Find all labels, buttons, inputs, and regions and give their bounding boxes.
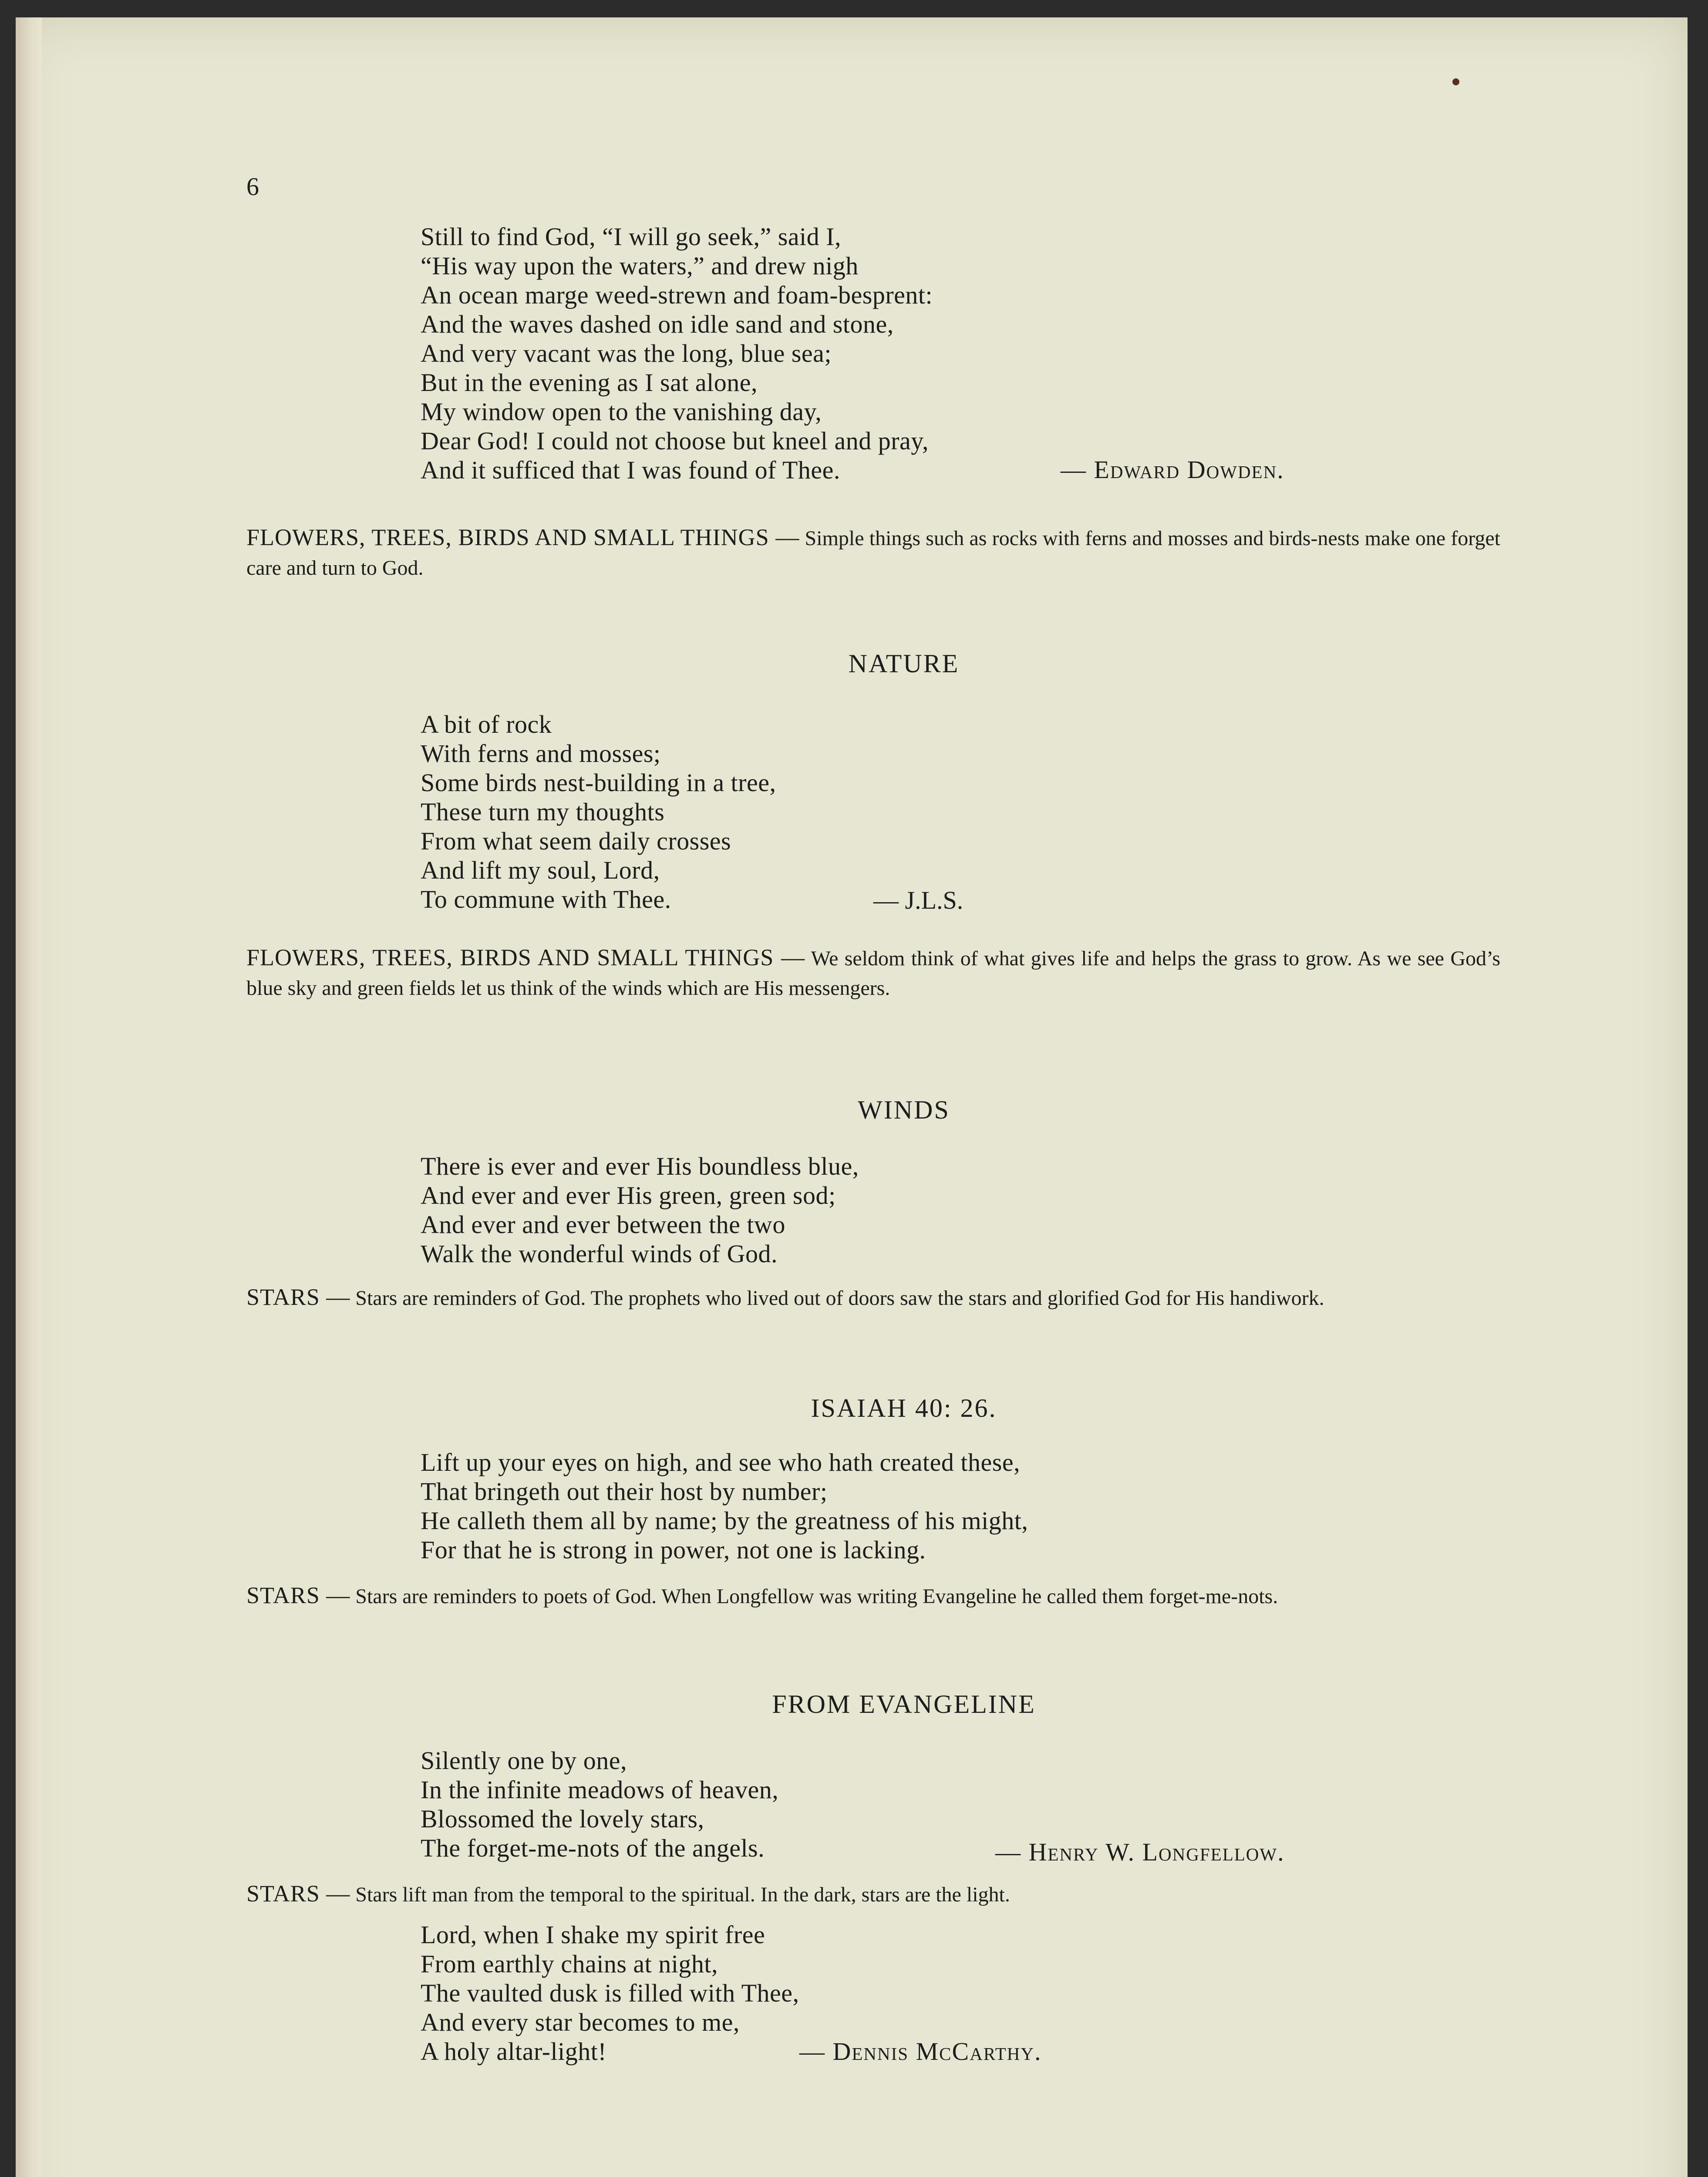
poem-title: WINDS xyxy=(858,1095,950,1124)
commentary-text: Stars are reminders to poets of God. When Longfellow was writing Evangeline he called them forget-me-nots. xyxy=(355,1585,1278,1608)
poem-dowden xyxy=(421,222,933,485)
poem-line: And lift my soul, Lord, xyxy=(421,856,660,884)
poem-title: ISAIAH 40: 26. xyxy=(811,1394,997,1422)
poem-line: An ocean marge weed-strewn and foam-besprent: xyxy=(421,281,933,309)
poem-line: Lift up your eyes on high, and see who hath created these, xyxy=(421,1448,1021,1476)
page-binding-edge xyxy=(16,17,42,2177)
commentary-heading: FLOWERS, TREES, BIRDS AND SMALL THINGS — xyxy=(246,524,800,550)
commentary-heading: STARS — xyxy=(246,1880,350,1907)
poem-line: From what seem daily crosses xyxy=(421,827,731,855)
attribution-mccarthy: — Dennis McCarthy. xyxy=(799,2037,1042,2066)
commentary-text: We seldom think of what gives life and helps the grass to grow. As we see God’s blue sky and green fields let us think of the winds which are His messengers. xyxy=(246,947,1501,1000)
poem-line: A holy altar-light! xyxy=(421,2037,607,2066)
poem-line: And ever and ever His green, green sod; xyxy=(421,1181,836,1210)
commentary-paragraph xyxy=(246,1282,1500,1313)
poem-line: Silently one by one, xyxy=(421,1746,627,1775)
commentary-text: Simple things such as rocks with ferns and mosses and birds-nests make one forget care and turn to God. xyxy=(246,527,1500,580)
poem-line: And it sufficed that I was found of Thee. xyxy=(421,456,840,484)
poem-title: FROM EVANGELINE xyxy=(772,1690,1036,1719)
poem-title: NATURE xyxy=(848,649,960,678)
poem-line: Walk the wonderful winds of God. xyxy=(421,1240,778,1268)
poem-line: From earthly chains at night, xyxy=(421,1950,718,1978)
poem-line: He calleth them all by name; by the greatness of his might, xyxy=(421,1506,1028,1535)
poem-line: Some birds nest-building in a tree, xyxy=(421,768,776,797)
attribution-longfellow: — Henry W. Longfellow. xyxy=(995,1838,1285,1866)
poem-line: And very vacant was the long, blue sea; xyxy=(421,339,832,367)
poem-winds xyxy=(421,1152,859,1268)
poem-line: Dear God! I could not choose but kneel and pray, xyxy=(421,427,929,455)
commentary-paragraph xyxy=(246,943,1500,1003)
poem-evangeline xyxy=(421,1746,778,1863)
poem-line: For that he is strong in power, not one is lacking. xyxy=(421,1536,926,1564)
commentary-paragraph xyxy=(246,1581,1500,1611)
poem-line: The forget-me-nots of the angels. xyxy=(421,1834,765,1862)
poem-line: Blossomed the lovely stars, xyxy=(421,1805,704,1833)
commentary-heading: STARS — xyxy=(246,1284,350,1310)
ink-spot xyxy=(1452,78,1459,85)
poem-line: There is ever and ever His boundless blue, xyxy=(421,1152,859,1180)
commentary-heading: STARS — xyxy=(246,1582,350,1608)
book-page xyxy=(16,17,1688,2177)
poem-line: A bit of rock xyxy=(421,710,552,738)
poem-line: Lord, when I shake my spirit free xyxy=(421,1921,765,1949)
poem-line: That bringeth out their host by number; xyxy=(421,1477,828,1506)
poem-line: These turn my thoughts xyxy=(421,798,665,826)
poem-line: Still to find God, “I will go seek,” said I, xyxy=(421,222,841,251)
poem-line: To commune with Thee. xyxy=(421,885,671,913)
poem-line: And every star becomes to me, xyxy=(421,2008,740,2036)
poem-line: But in the evening as I sat alone, xyxy=(421,368,758,397)
poem-line: The vaulted dusk is filled with Thee, xyxy=(421,1979,799,2007)
commentary-paragraph xyxy=(246,522,1500,583)
poem-line: “His way upon the waters,” and drew nigh xyxy=(421,252,859,280)
commentary-text: Stars lift man from the temporal to the spiritual. In the dark, stars are the light. xyxy=(355,1883,1010,1906)
poem-nature xyxy=(421,710,776,914)
commentary-text: Stars are reminders of God. The prophets who lived out of doors saw the stars and glorified God for His handiwork. xyxy=(355,1287,1324,1310)
commentary-paragraph xyxy=(246,1879,1500,1910)
poem-line: My window open to the vanishing day, xyxy=(421,398,822,426)
poem-line: In the infinite meadows of heaven, xyxy=(421,1776,779,1804)
poem-isaiah xyxy=(421,1448,1028,1564)
poem-mccarthy xyxy=(421,1920,799,2066)
attribution-dowden: — Edward Dowden. xyxy=(1061,455,1284,484)
poem-line: And ever and ever between the two xyxy=(421,1210,785,1239)
attribution-jls: — J.L.S. xyxy=(873,886,963,914)
commentary-heading: FLOWERS, TREES, BIRDS AND SMALL THINGS — xyxy=(246,944,805,971)
page-number: 6 xyxy=(246,172,259,201)
poem-line: With ferns and mosses; xyxy=(421,739,661,768)
poem-line: And the waves dashed on idle sand and stone, xyxy=(421,310,894,338)
